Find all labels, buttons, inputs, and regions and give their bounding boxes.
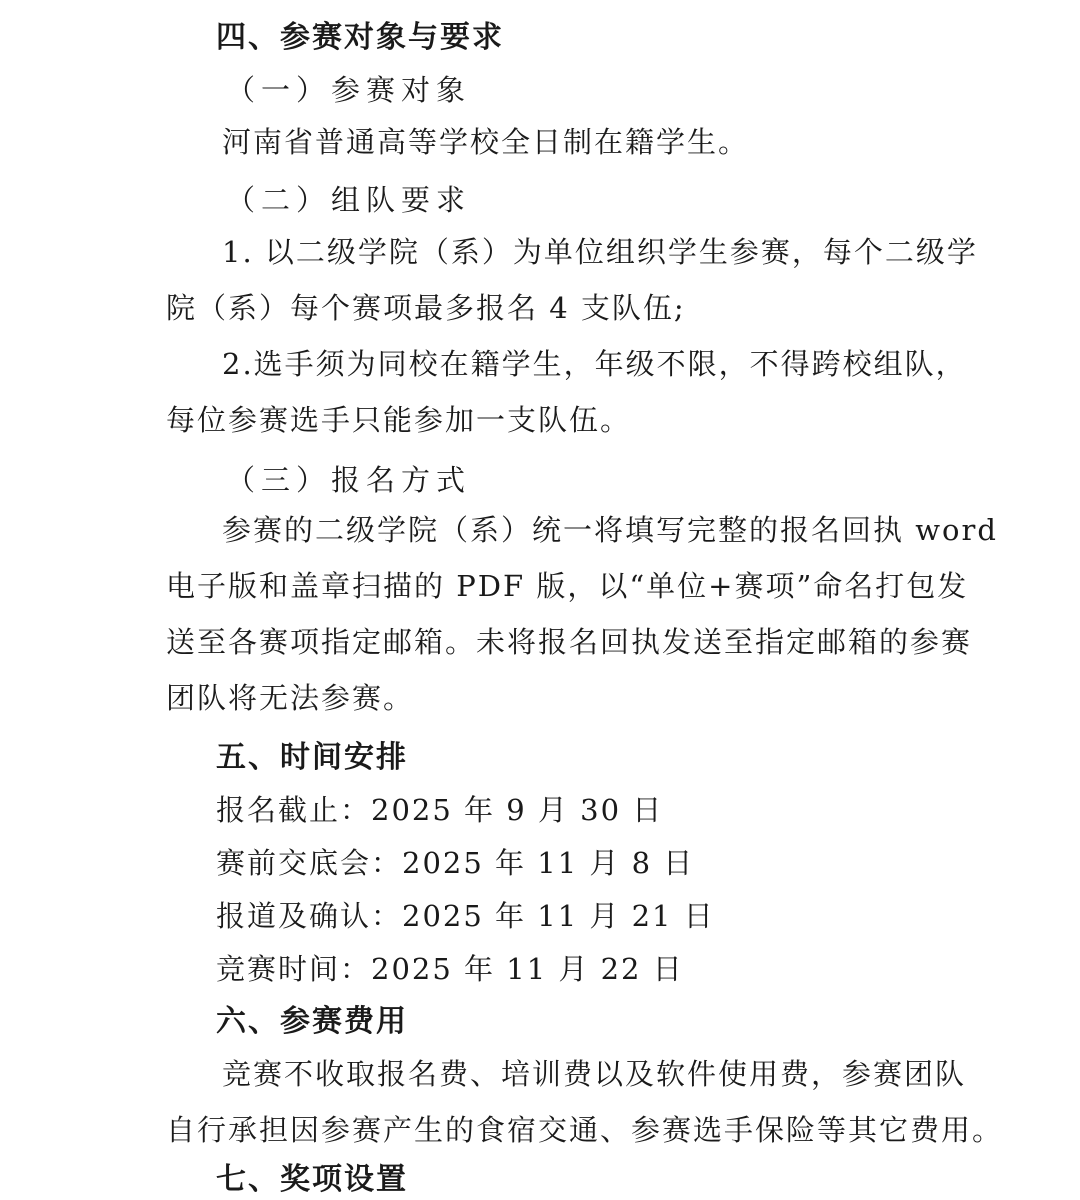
section-6-line-1: 竞赛不收取报名费、培训费以及软件使用费，参赛团队	[222, 1057, 967, 1091]
section-5-heading: 五、时间安排	[216, 740, 408, 775]
section-7-heading: 七、奖项设置	[216, 1162, 408, 1197]
schedule-row-registration-deadline: 报名截止：2025 年 9 月 30 日	[216, 793, 664, 827]
section-6-line-2: 自行承担因参赛产生的食宿交通、参赛选手保险等其它费用。	[166, 1113, 1004, 1147]
section-6-heading: 六、参赛费用	[216, 1004, 408, 1039]
subsection-2-item-1-line-1: 1. 以二级学院（系）为单位组织学生参赛，每个二级学	[222, 235, 978, 269]
subsection-2-item-1-line-2: 院（系）每个赛项最多报名 4 支队伍;	[166, 291, 686, 325]
subsection-3-title: （三）报名方式	[226, 463, 472, 497]
schedule-row-competition: 竞赛时间：2025 年 11 月 22 日	[216, 952, 684, 986]
schedule-row-check-in: 报道及确认：2025 年 11 月 21 日	[216, 899, 715, 933]
subsection-2-item-2-line-2: 每位参赛选手只能参加一支队伍。	[166, 403, 632, 437]
subsection-1-text: 河南省普通高等学校全日制在籍学生。	[222, 125, 750, 159]
subsection-3-line-4: 团队将无法参赛。	[166, 681, 415, 715]
subsection-2-title: （二）组队要求	[226, 183, 472, 217]
subsection-3-line-2: 电子版和盖章扫描的 PDF 版，以“单位+赛项”命名打包发	[166, 569, 969, 603]
subsection-2-item-2-line-1: 2.选手须为同校在籍学生，年级不限，不得跨校组队，	[222, 347, 967, 381]
subsection-1-title: （一）参赛对象	[226, 73, 472, 107]
subsection-3-line-3: 送至各赛项指定邮箱。未将报名回执发送至指定邮箱的参赛	[166, 625, 973, 659]
subsection-3-line-1: 参赛的二级学院（系）统一将填写完整的报名回执 word	[222, 513, 998, 547]
section-4-heading: 四、参赛对象与要求	[216, 20, 504, 55]
schedule-row-briefing: 赛前交底会：2025 年 11 月 8 日	[216, 846, 695, 880]
